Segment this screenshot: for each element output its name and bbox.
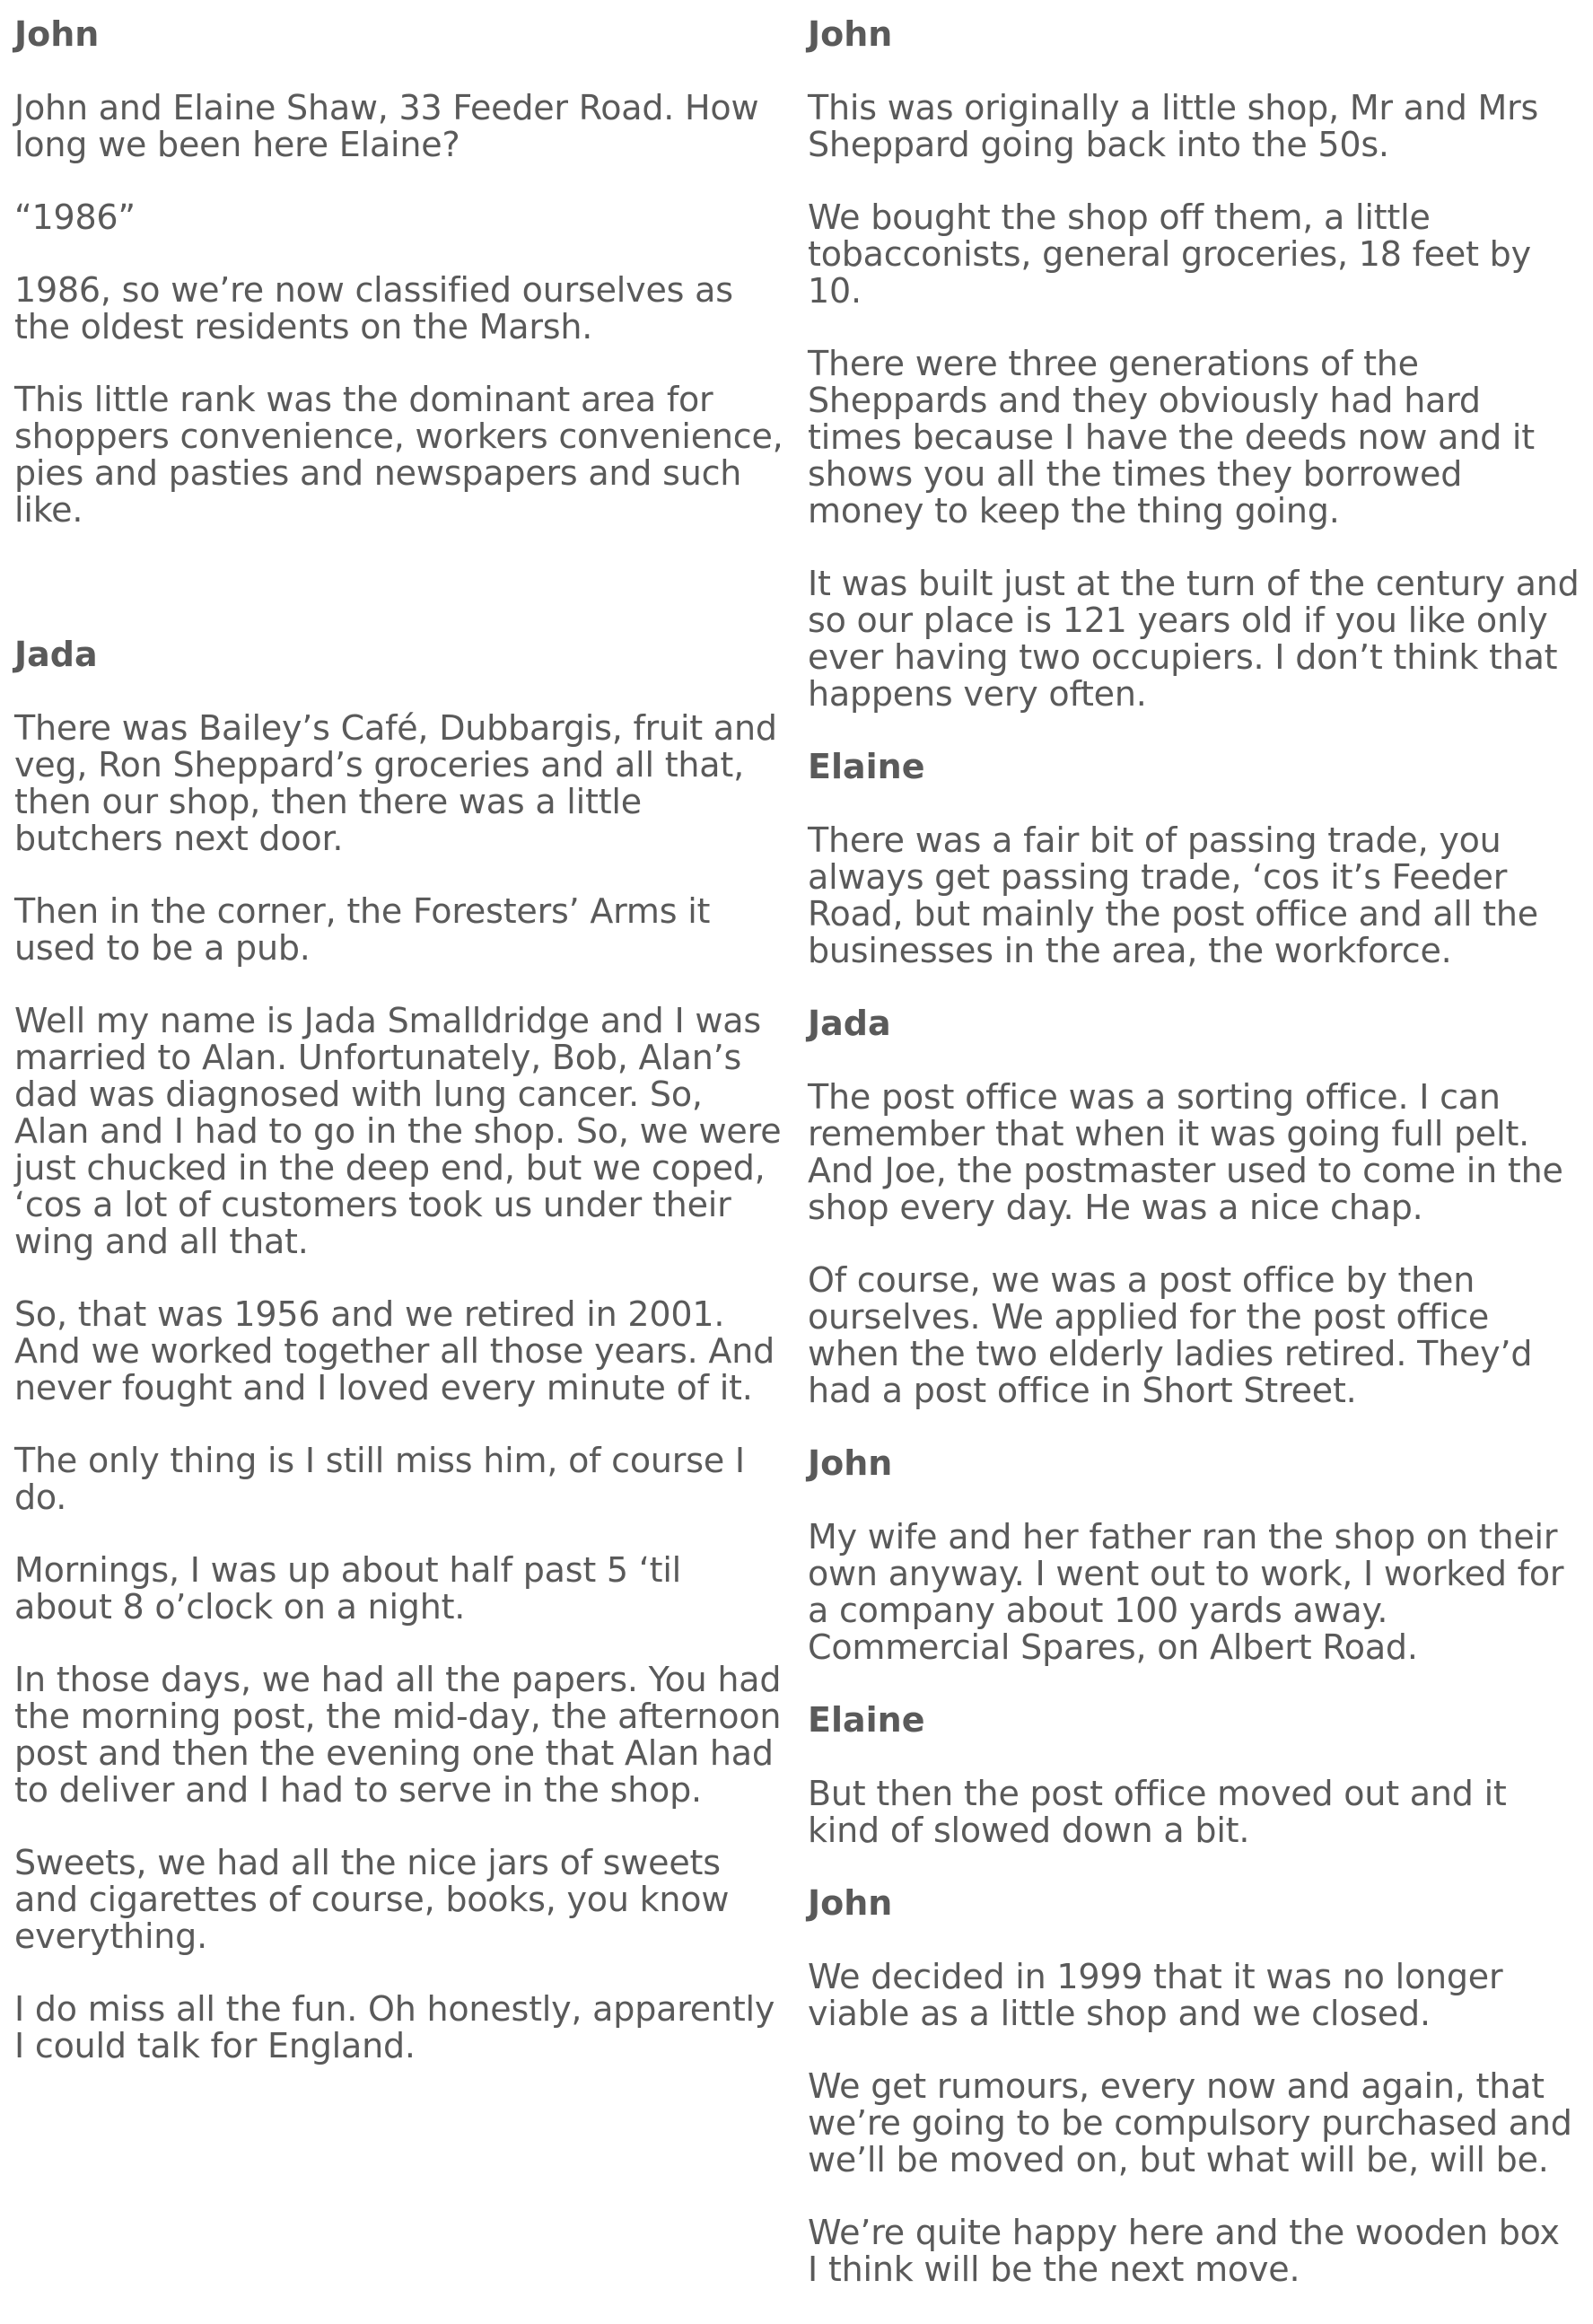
paragraph: We’re quite happy here and the wooden box I think will be the next move. (808, 2213, 1560, 2289)
paragraph: In those days, we had all the papers. You had the morning post, the mid-day, the afternoon post and then the evening one that Alan had to deliver and I had to serve in the shop. (14, 1660, 782, 1810)
paragraph: 1986, so we’re now classified ourselves as the oldest residents on the Marsh. (14, 270, 733, 346)
speaker-name: Jada (808, 1004, 891, 1043)
paragraph: There were three generations of the Sheppards and they obviously had hard times because I have the deeds now and it shows you all the times they borrowed money to keep the thing going. (808, 344, 1535, 531)
paragraph: John and Elaine Shaw, 33 Feeder Road. How long we been here Elaine? (14, 88, 759, 164)
paragraph: The post office was a sorting office. I can remember that when it was going full pelt. And Joe, the postmaster used to come in the shop every day. He was a nice chap. (808, 1077, 1563, 1227)
section-elaine-trade (808, 749, 1580, 969)
paragraph: This was originally a little shop, Mr and Mrs Sheppard going back into the 50s. (808, 88, 1539, 164)
speaker-name: John (808, 1883, 893, 1923)
section-jada-story (14, 636, 786, 2065)
section-john-intro (14, 16, 786, 529)
section-spacer (14, 565, 786, 636)
paragraph: Then in the corner, the Foresters’ Arms it used to be a pub. (14, 891, 711, 968)
paragraph: The only thing is I still miss him, of course I do. (14, 1441, 745, 1517)
section-john-closure (808, 1885, 1580, 2288)
paragraph: This little rank was the dominant area for shoppers convenience, workers convenience, pies and pasties and newspapers and such like. (14, 380, 783, 530)
paragraph: But then the post office moved out and it kind of slowed down a bit. (808, 1774, 1507, 1850)
paragraph: My wife and her father ran the shop on their own anyway. I went out to work, I worked for a company about 100 yards away. Commercial Spares, on Albert Road. (808, 1517, 1564, 1667)
paragraph: There was Bailey’s Café, Dubbargis, fruit and veg, Ron Sheppard’s groceries and all that, then our shop, then there was a little butchers next door. (14, 708, 777, 858)
speaker-name: Elaine (808, 1700, 925, 1740)
paragraph: “1986” (14, 197, 136, 237)
speaker-name: John (808, 1443, 893, 1483)
paragraph: Mornings, I was up about half past 5 ‘til about 8 o’clock on a night. (14, 1550, 682, 1627)
section-john-shop-history (808, 16, 1580, 713)
speaker-name: John (14, 14, 100, 54)
speaker-name: John (808, 14, 893, 54)
paragraph: There was a fair bit of passing trade, you always get passing trade, ‘cos it’s Feeder Road, but mainly the post office and all the businesses in the area, the workforce. (808, 820, 1538, 970)
paragraph: I do miss all the fun. Oh honestly, apparently I could talk for England. (14, 1989, 775, 2065)
paragraph: We bought the shop off them, a little tobacconists, general groceries, 18 feet by 10. (808, 197, 1531, 311)
paragraph: Well my name is Jada Smalldridge and I was married to Alan. Unfortunately, Bob, Alan’s dad was diagnosed with lung cancer. So, Alan and I had to go in the shop. So, we were just chucked in the deep end, but we coped, ‘cos a lot of customers took us under their wing and all that. (14, 1001, 782, 1261)
paragraph: Of course, we was a post office by then ourselves. We applied for the post office when the two elderly ladies retired. They’d had a post office in Short Street. (808, 1260, 1533, 1410)
paragraph: Sweets, we had all the nice jars of sweets and cigarettes of course, books, you know everything. (14, 1843, 730, 1956)
section-jada-post-office (808, 1005, 1580, 1409)
paragraph: It was built just at the turn of the century and so our place is 121 years old if you like only ever having two occupiers. I don’t think that happens very often. (808, 564, 1580, 714)
section-elaine-decline (808, 1702, 1580, 1849)
paragraph: We get rumours, every now and again, that we’re going to be compulsory purchased and we’ll be moved on, but what will be, will be. (808, 2066, 1572, 2179)
right-column (808, 16, 1580, 2324)
paragraph: We decided in 1999 that it was no longer viable as a little shop and we closed. (808, 1957, 1503, 2033)
speaker-name: Elaine (808, 747, 925, 786)
left-column (14, 16, 786, 2100)
speaker-name: Jada (14, 635, 98, 674)
section-john-work (808, 1445, 1580, 1666)
paragraph: So, that was 1956 and we retired in 2001. And we worked together all those years. And never fought and I loved every minute of it. (14, 1294, 775, 1408)
